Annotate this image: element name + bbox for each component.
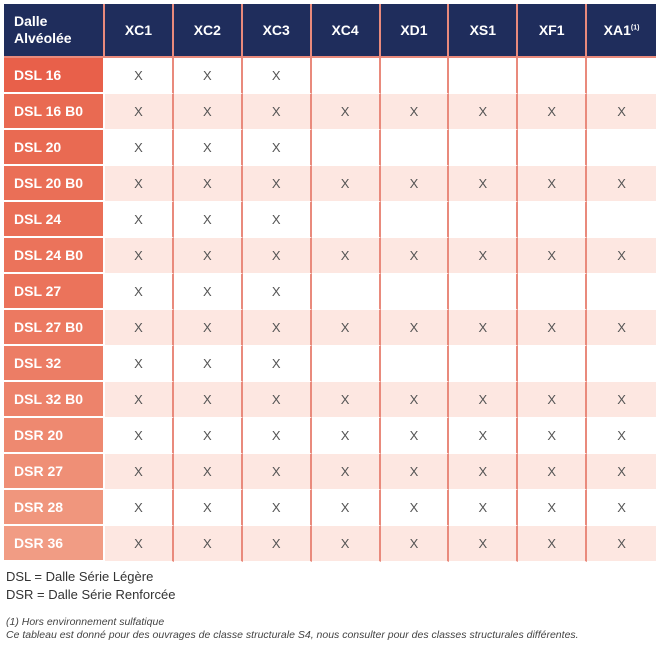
table-row (4, 418, 656, 454)
table-cell (518, 58, 587, 94)
table-cell (381, 274, 450, 310)
table-cell: X (243, 490, 312, 526)
row-header: DSL 24 B0 (4, 238, 105, 274)
corner-label-line1: Dalle (14, 13, 48, 29)
table-cell: X (174, 94, 243, 130)
table-cell: X (243, 346, 312, 382)
table-cell: X (449, 310, 518, 346)
exposure-class-table-container (4, 4, 658, 562)
table-cell (312, 58, 381, 94)
table-cell: X (587, 310, 656, 346)
table-cell: X (312, 490, 381, 526)
row-header: DSL 16 (4, 58, 105, 94)
table-cell: X (174, 490, 243, 526)
corner-header (4, 4, 105, 58)
table-cell: X (243, 202, 312, 238)
table-cell: X (312, 418, 381, 454)
table-cell: X (587, 418, 656, 454)
table-cell: X (312, 526, 381, 562)
table-cell: X (174, 382, 243, 418)
column-header-xd1 (381, 4, 450, 58)
table-cell (587, 274, 656, 310)
table-cell (449, 346, 518, 382)
column-header-xc1 (105, 4, 174, 58)
table-cell: X (381, 310, 450, 346)
table-cell: X (105, 94, 174, 130)
column-header-label: XA1 (603, 22, 631, 38)
table-row (4, 274, 656, 310)
column-header-xc3 (243, 4, 312, 58)
table-cell: X (243, 94, 312, 130)
column-header-label: XC2 (193, 22, 221, 38)
row-header: DSL 32 (4, 346, 105, 382)
table-cell: X (105, 310, 174, 346)
table-cell: X (518, 166, 587, 202)
column-header-xc2 (174, 4, 243, 58)
table-row (4, 454, 656, 490)
table-cell: X (105, 490, 174, 526)
table-cell (518, 202, 587, 238)
legend-dsl: DSL = Dalle Série Légère (6, 569, 154, 584)
table-cell: X (587, 94, 656, 130)
table-row (4, 526, 656, 562)
legend-dsr: DSR = Dalle Série Renforcée (6, 587, 176, 602)
table-cell: X (381, 166, 450, 202)
table-cell: X (243, 58, 312, 94)
table-cell: X (174, 130, 243, 166)
table-cell (518, 130, 587, 166)
column-header-label: XF1 (538, 22, 565, 38)
table-cell: X (449, 526, 518, 562)
row-header: DSL 20 B0 (4, 166, 105, 202)
table-cell: X (587, 166, 656, 202)
table-row (4, 490, 656, 526)
column-header-label: XC4 (331, 22, 359, 38)
row-header: DSL 20 (4, 130, 105, 166)
row-header: DSL 24 (4, 202, 105, 238)
table-cell: X (174, 454, 243, 490)
row-header: DSR 20 (4, 418, 105, 454)
table-cell (312, 274, 381, 310)
table-cell: X (587, 526, 656, 562)
table-cell: X (381, 238, 450, 274)
column-header-label: XC3 (262, 22, 290, 38)
table-row (4, 202, 656, 238)
row-header: DSL 27 (4, 274, 105, 310)
column-header-label: XS1 (469, 22, 497, 38)
table-cell: X (105, 166, 174, 202)
row-header: DSR 28 (4, 490, 105, 526)
table-cell: X (174, 166, 243, 202)
table-cell: X (105, 274, 174, 310)
table-cell: X (587, 238, 656, 274)
table-cell (312, 130, 381, 166)
row-header: DSL 16 B0 (4, 94, 105, 130)
table-cell: X (518, 382, 587, 418)
table-cell: X (243, 526, 312, 562)
table-cell: X (312, 310, 381, 346)
table-row (4, 346, 656, 382)
table-cell (518, 346, 587, 382)
table-header-row (4, 4, 656, 58)
table-cell: X (518, 238, 587, 274)
table-cell (587, 130, 656, 166)
table-cell (449, 58, 518, 94)
table-cell (312, 346, 381, 382)
table-cell: X (381, 490, 450, 526)
exposure-class-table (4, 4, 656, 562)
table-cell: X (518, 94, 587, 130)
table-cell: X (243, 418, 312, 454)
table-cell (518, 274, 587, 310)
table-cell (312, 202, 381, 238)
table-row (4, 130, 656, 166)
row-header: DSR 36 (4, 526, 105, 562)
table-cell: X (449, 166, 518, 202)
table-cell: X (449, 418, 518, 454)
notes (6, 616, 658, 642)
table-cell: X (449, 490, 518, 526)
table-cell: X (449, 454, 518, 490)
table-cell (449, 130, 518, 166)
table-row (4, 166, 656, 202)
row-header: DSL 27 B0 (4, 310, 105, 346)
table-cell: X (174, 274, 243, 310)
table-cell: X (587, 490, 656, 526)
table-cell: X (518, 454, 587, 490)
table-cell: X (243, 238, 312, 274)
column-header-label: XD1 (400, 22, 428, 38)
table-cell (449, 202, 518, 238)
table-cell: X (243, 454, 312, 490)
column-header-xa1 (587, 4, 656, 58)
table-cell: X (381, 454, 450, 490)
table-cell: X (174, 310, 243, 346)
table-body (4, 58, 656, 562)
table-cell: X (518, 418, 587, 454)
table-cell: X (518, 310, 587, 346)
table-cell (587, 58, 656, 94)
column-header-xf1 (518, 4, 587, 58)
table-cell: X (381, 382, 450, 418)
table-cell: X (105, 418, 174, 454)
table-row (4, 238, 656, 274)
table-row (4, 310, 656, 346)
column-header-xs1 (449, 4, 518, 58)
table-cell: X (312, 94, 381, 130)
table-cell: X (449, 382, 518, 418)
table-cell (587, 346, 656, 382)
table-cell: X (243, 382, 312, 418)
table-cell: X (381, 526, 450, 562)
table-cell: X (587, 382, 656, 418)
corner-label-line2: Alvéolée (14, 30, 72, 46)
table-cell: X (449, 94, 518, 130)
table-cell: X (518, 490, 587, 526)
table-cell: X (312, 382, 381, 418)
table-cell: X (105, 130, 174, 166)
table-cell (381, 202, 450, 238)
table-cell: X (174, 238, 243, 274)
table-cell: X (381, 418, 450, 454)
column-header-xc4 (312, 4, 381, 58)
table-cell: X (105, 346, 174, 382)
column-header-label: XC1 (124, 22, 153, 38)
table-cell (381, 130, 450, 166)
table-cell: X (105, 202, 174, 238)
table-cell: X (243, 310, 312, 346)
table-cell: X (105, 382, 174, 418)
footnote: (1) Hors environnement sulfatique (6, 616, 165, 628)
table-cell: X (105, 454, 174, 490)
table-cell: X (243, 166, 312, 202)
remark: Ce tableau est donné pour des ouvrages de classe structurale S4, nous consulter pour des classes structurales différentes. (6, 629, 579, 641)
table-cell: X (243, 274, 312, 310)
table-cell: X (105, 58, 174, 94)
table-cell: X (174, 526, 243, 562)
table-cell (381, 346, 450, 382)
table-cell: X (174, 58, 243, 94)
table-cell: X (174, 418, 243, 454)
table-cell: X (174, 202, 243, 238)
table-cell: X (243, 130, 312, 166)
table-cell: X (312, 238, 381, 274)
row-header: DSR 27 (4, 454, 105, 490)
table-cell: X (449, 238, 518, 274)
table-cell: X (587, 454, 656, 490)
table-cell: X (312, 166, 381, 202)
table-cell (381, 58, 450, 94)
table-row (4, 382, 656, 418)
table-cell: X (518, 526, 587, 562)
table-cell: X (105, 526, 174, 562)
row-header: DSL 32 B0 (4, 382, 105, 418)
table-cell: X (312, 454, 381, 490)
table-cell: X (381, 94, 450, 130)
column-header-note: (1) (630, 24, 640, 32)
table-row (4, 58, 656, 94)
table-cell: X (174, 346, 243, 382)
table-cell: X (105, 238, 174, 274)
table-cell (587, 202, 656, 238)
table-cell (449, 274, 518, 310)
legend (6, 568, 175, 604)
table-row (4, 94, 656, 130)
